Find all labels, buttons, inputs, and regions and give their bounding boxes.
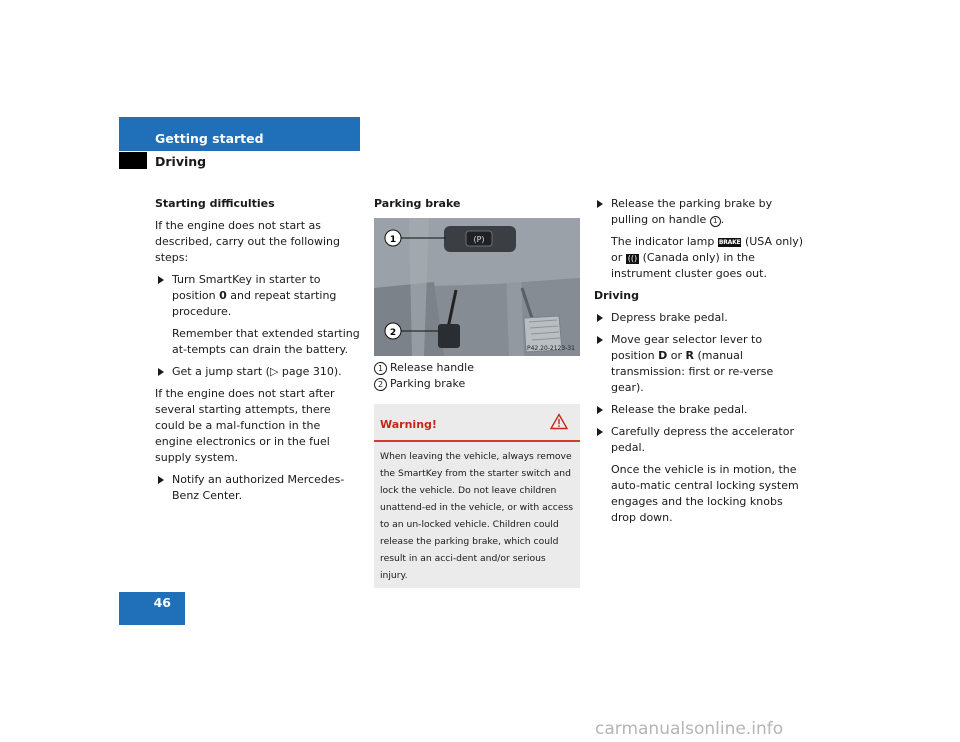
warning-header — [374, 404, 580, 442]
bullet-jump-start: Get a jump start (▷ page 310). — [155, 364, 361, 380]
svg-text:1: 1 — [389, 235, 397, 245]
parking-brake-illustration — [374, 218, 580, 356]
bullet-depress-brake: Depress brake pedal. — [594, 310, 804, 326]
bullet-release-parking-brake: Release the parking brake by pulling on handle 1 . — [594, 196, 804, 228]
figure-code: P42.20-2123-31 — [526, 345, 575, 352]
bullet-notify-center: Notify an authorized Mercedes-Benz Center. — [155, 472, 361, 504]
bullet-arrow-icon — [158, 476, 164, 484]
page-number-box — [119, 592, 185, 625]
malfunction-text: If the engine does not start after several starting attempts, there could be a mal-function in the engine electronics or in the fuel supply system. — [155, 387, 335, 464]
page-number: 46 — [153, 595, 171, 610]
column-starting-difficulties — [155, 196, 361, 510]
warning-text: When leaving the vehicle, always remove the SmartKey from the starter switch and lock the vehicle. Do not leave children unattend-ed in the vehicle, or with access to an un-locked vehicle. Children could release the parking brake, which could result in an acci-dent and/or serious injury. — [380, 451, 574, 581]
svg-text:(P): (P) — [473, 235, 485, 244]
canada-brake-lamp-icon: (() — [627, 254, 638, 263]
footwell-drawing — [374, 218, 580, 356]
bullet-gear-selector: Move gear selector lever to position D or R (manual transmission: first or re-verse gear). — [594, 332, 804, 396]
section-marker — [119, 152, 147, 169]
svg-text:2: 2 — [389, 328, 397, 338]
legend-item-2: 2 Parking brake — [374, 376, 580, 392]
bullet-arrow-icon — [158, 276, 164, 284]
legend-number: 1 — [374, 362, 387, 375]
column-parking-brake — [374, 196, 580, 588]
bullet-arrow-icon — [158, 368, 164, 376]
reference-number: 1 — [710, 216, 721, 227]
bullet-arrow-icon — [597, 314, 603, 322]
section-header — [119, 117, 360, 151]
watermark-text: carmanualsonline.info — [595, 719, 784, 739]
legend-item-1: 1 Release handle — [374, 360, 580, 376]
bullet-arrow-icon — [597, 428, 603, 436]
section-title: Getting started — [155, 131, 264, 146]
heading-parking-brake: Parking brake — [374, 197, 461, 210]
heading-driving: Driving — [594, 289, 639, 302]
subsection-title: Driving — [155, 154, 207, 169]
column-driving — [594, 196, 804, 532]
intro-text: If the engine does not start as described, carry out the following steps: — [155, 219, 340, 264]
bullet-turn-smartkey: Turn SmartKey in starter to position 0 and repeat starting procedure. — [155, 272, 361, 320]
bullet-release-brake-pedal: Release the brake pedal. — [594, 402, 804, 418]
battery-note: Remember that extended starting at-tempts can drain the battery. — [172, 327, 360, 356]
legend-number: 2 — [374, 378, 387, 391]
bullet-arrow-icon — [597, 406, 603, 414]
warning-triangle-icon — [550, 413, 568, 430]
heading-starting-difficulties: Starting difficulties — [155, 197, 275, 210]
warning-title: Warning! — [380, 418, 437, 431]
bullet-arrow-icon — [597, 336, 603, 344]
central-locking-note: Once the vehicle is in motion, the auto-matic central locking system engages and the locking knobs drop down. — [611, 463, 799, 524]
indicator-lamp-note: The indicator lamp BRAKE (USA only) or (() (Canada only) in the instrument cluster goes out. — [611, 235, 804, 280]
warning-box — [374, 404, 580, 588]
bullet-arrow-icon — [597, 200, 603, 208]
bullet-depress-accelerator: Carefully depress the accelerator pedal. — [594, 424, 804, 456]
brake-lamp-icon: BRAKE — [718, 239, 741, 246]
